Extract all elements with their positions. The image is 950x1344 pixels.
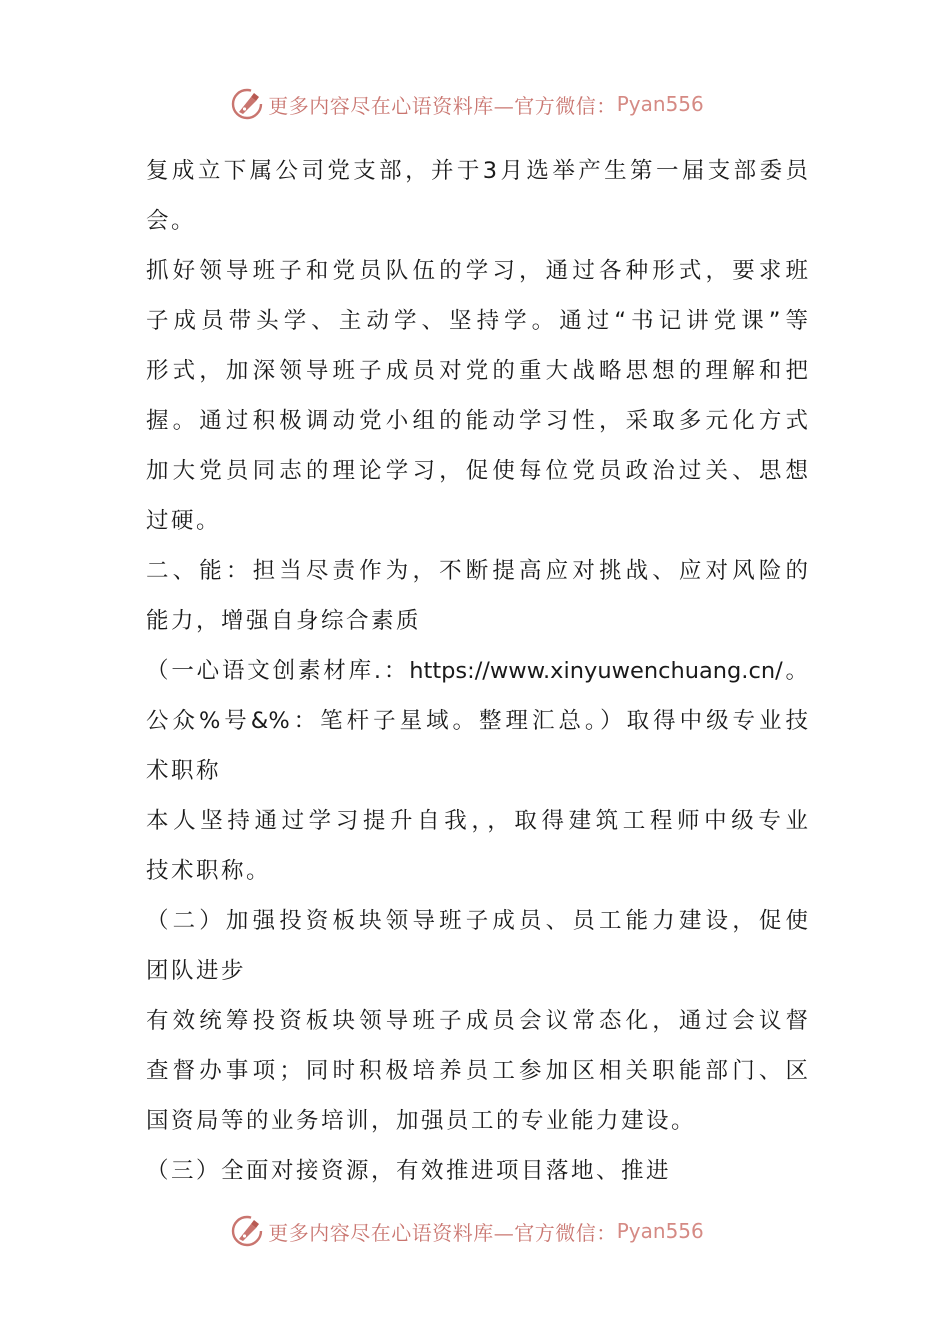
text-line: 形式，加深领导班子成员对党的重大战略思想的理解和把 — [146, 358, 808, 384]
watermark-text: 更多内容尽在心语资料库—官方微信： — [268, 93, 617, 118]
text-line: 二、能：担当尽责作为，不断提高应对挑战、应对风险的 — [146, 558, 808, 584]
text-line: （三）全面对接资源，有效推进项目落地、推进 — [146, 1158, 672, 1184]
watermark-text: 更多内容尽在心语资料库—官方微信： — [268, 1220, 617, 1245]
text-line: 子成员带头学、主动学、坚持学。通过“书记讲党课”等 — [146, 308, 808, 334]
text-line: 国资局等的业务培训，加强员工的专业能力建设。 — [146, 1108, 697, 1134]
text-line: 公众%号&%：笔杆子星域。整理汇总。）取得中级专业技 — [146, 708, 808, 734]
text-line: （一心语文创素材库.：https://www.xinyuwenchuang.cn/。 — [146, 658, 808, 684]
watermark-group — [230, 87, 704, 121]
text-line: 技术职称。 — [146, 858, 272, 884]
text-line: 加大党员同志的理论学习，促使每位党员政治过关、思想 — [146, 458, 808, 484]
pen-nib-logo-icon — [230, 87, 264, 121]
text-line: 握。通过积极调动党小组的能动学习性，采取多元化方式 — [146, 408, 808, 434]
document-body — [146, 146, 808, 1196]
text-line: 复成立下属公司党支部，并于3月选举产生第一届支部委员 — [146, 158, 808, 184]
watermark-group — [230, 1214, 704, 1248]
text-line: 能力，增强自身综合素质 — [146, 608, 422, 634]
text-line: 本人坚持通过学习提升自我，，取得建筑工程师中级专业 — [146, 808, 808, 834]
watermark-account: Pyan556 — [616, 92, 704, 116]
text-line: 有效统筹投资板块领导班子成员会议常态化，通过会议督 — [146, 1008, 808, 1034]
watermark-account: Pyan556 — [616, 1219, 704, 1243]
text-line: 抓好领导班子和党员队伍的学习，通过各种形式，要求班 — [146, 258, 808, 284]
text-line: 团队进步 — [146, 958, 247, 984]
text-line: 会。 — [146, 208, 197, 234]
text-line: 查督办事项；同时积极培养员工参加区相关职能部门、区 — [146, 1058, 808, 1084]
pen-nib-logo-icon — [230, 1214, 264, 1248]
text-line: 过硬。 — [146, 508, 222, 534]
text-line: 术职称 — [146, 758, 222, 784]
footer-watermark — [0, 1211, 950, 1251]
header-watermark — [0, 84, 950, 124]
text-line: （二）加强投资板块领导班子成员、员工能力建设，促使 — [146, 908, 808, 934]
